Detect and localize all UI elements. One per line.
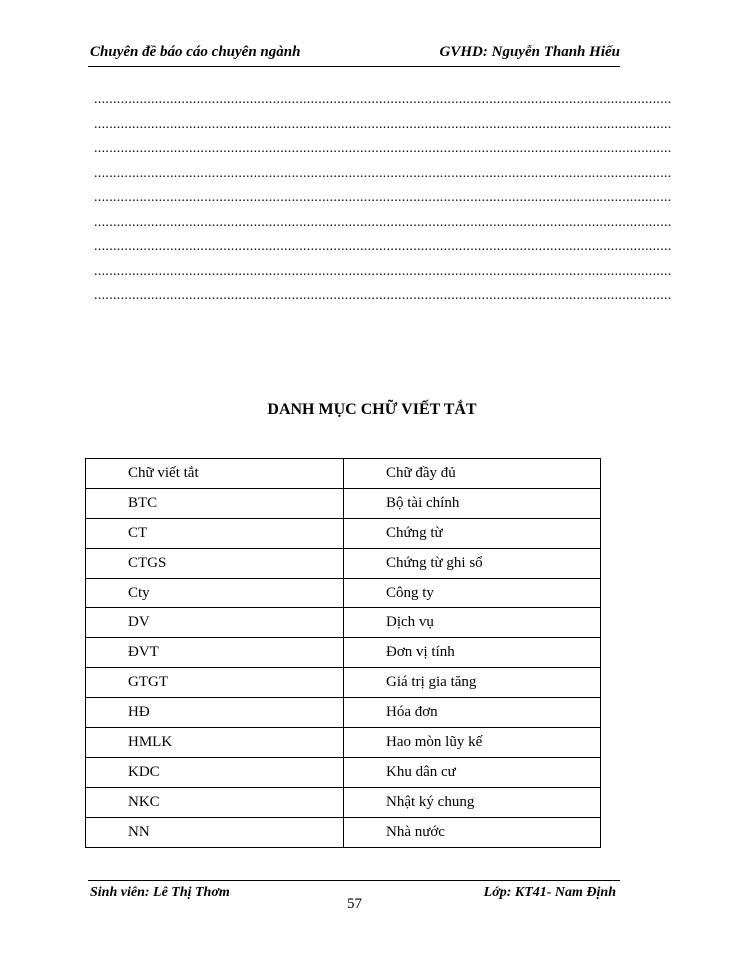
full-cell: Khu dân cư bbox=[344, 757, 601, 787]
full-cell: Bộ tài chính bbox=[344, 488, 601, 518]
dot-line: ........................................................................................................................................................ bbox=[94, 165, 672, 181]
page-number: 57 bbox=[347, 896, 362, 912]
section-title: DANH MỤC CHỮ VIẾT TẮT bbox=[267, 401, 477, 418]
abbr-cell: ĐVT bbox=[86, 638, 344, 668]
full-cell: Chứng từ bbox=[344, 518, 601, 548]
full-cell: Chứng từ ghi sổ bbox=[344, 548, 601, 578]
dotted-lines bbox=[94, 92, 672, 313]
abbr-cell: CTGS bbox=[86, 548, 344, 578]
header-cell-abbreviation: Chữ viết tắt bbox=[86, 459, 344, 489]
table-row bbox=[86, 728, 601, 758]
full-cell: Đơn vị tính bbox=[344, 638, 601, 668]
dot-line: ........................................................................................................................................................ bbox=[94, 190, 672, 205]
dot-line: ........................................................................................................................................................ bbox=[94, 214, 672, 230]
full-cell: Hao mòn lũy kế bbox=[344, 728, 601, 758]
table-row bbox=[86, 787, 601, 817]
abbreviation-table bbox=[85, 458, 601, 848]
abbr-cell: HMLK bbox=[86, 728, 344, 758]
table-row bbox=[86, 608, 601, 638]
header-report-title: Chuyên đề báo cáo chuyên ngành bbox=[90, 44, 301, 60]
abbr-cell: NN bbox=[86, 817, 344, 847]
footer-class: Lớp: KT41- Nam Định bbox=[483, 885, 616, 900]
abbr-cell: Cty bbox=[86, 578, 344, 608]
dot-line: ........................................................................................................................................................ bbox=[94, 141, 672, 156]
header-cell-full-form: Chữ đầy đủ bbox=[344, 459, 601, 489]
footer-student: Sinh viên: Lê Thị Thơm bbox=[90, 885, 230, 900]
table-row bbox=[86, 518, 601, 548]
abbr-cell: CT bbox=[86, 518, 344, 548]
footer-divider bbox=[88, 880, 620, 881]
dot-line: ........................................................................................................................................................ bbox=[94, 239, 672, 254]
page-header bbox=[88, 44, 620, 67]
dot-line: ........................................................................................................................................................ bbox=[94, 288, 672, 303]
table-row bbox=[86, 548, 601, 578]
header-advisor: GVHD: Nguyễn Thanh Hiếu bbox=[439, 44, 620, 60]
table-row bbox=[86, 757, 601, 787]
full-cell: Giá trị gia tăng bbox=[344, 668, 601, 698]
abbr-cell: KDC bbox=[86, 757, 344, 787]
full-cell: Nhà nước bbox=[344, 817, 601, 847]
abbr-cell: GTGT bbox=[86, 668, 344, 698]
dot-line: ........................................................................................................................................................ bbox=[94, 92, 672, 107]
dot-line: ........................................................................................................................................................ bbox=[94, 116, 672, 132]
table-row bbox=[86, 668, 601, 698]
table-row bbox=[86, 698, 601, 728]
table-row bbox=[86, 578, 601, 608]
full-cell: Dịch vụ bbox=[344, 608, 601, 638]
abbr-cell: DV bbox=[86, 608, 344, 638]
full-cell: Hóa đơn bbox=[344, 698, 601, 728]
table-header-row bbox=[86, 459, 601, 489]
abbr-cell: HĐ bbox=[86, 698, 344, 728]
full-cell: Nhật ký chung bbox=[344, 787, 601, 817]
table-row bbox=[86, 638, 601, 668]
dot-line: ........................................................................................................................................................ bbox=[94, 263, 672, 279]
full-cell: Công ty bbox=[344, 578, 601, 608]
abbr-cell: BTC bbox=[86, 488, 344, 518]
abbr-cell: NKC bbox=[86, 787, 344, 817]
table-row bbox=[86, 488, 601, 518]
table-row bbox=[86, 817, 601, 847]
